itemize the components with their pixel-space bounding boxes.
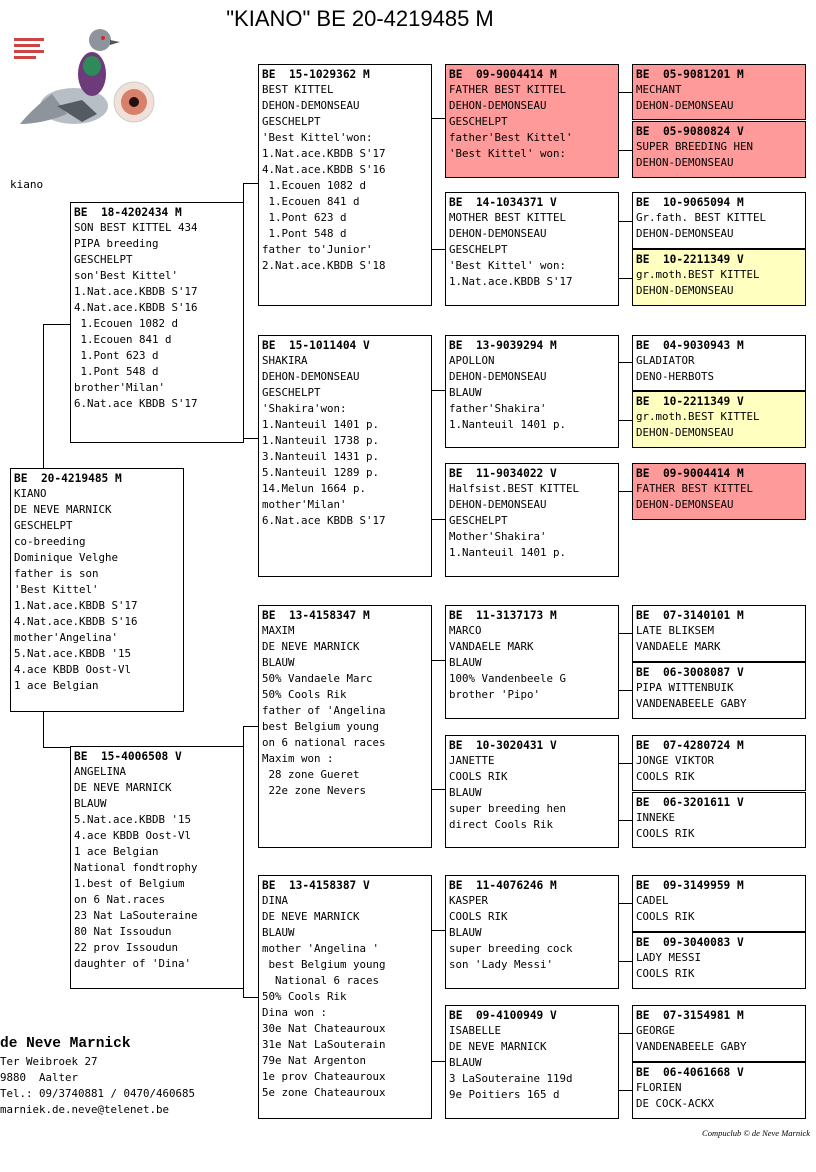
pigeon-name: gr.moth.BEST KITTEL [636,268,760,281]
pigeon-line: DE NEVE MARNICK [74,781,172,794]
pigeon-name: CADEL [636,894,669,907]
pigeon-line: son 'Lady Messi' [449,958,554,971]
owner-city: 9880 Aalter [0,1071,79,1084]
pigeon-name: APOLLON [449,354,495,367]
pigeon-line: on 6 Nat.races [74,893,166,906]
pigeon-line: DE NEVE MARNICK [14,503,112,516]
ring-number: BE 04-9030943 M [636,339,744,352]
pigeon-card-g14[interactable] [632,932,806,989]
pigeon-line: 1.Nanteuil 1401 p. [262,418,380,431]
pigeon-line: 1.Ecouen 1082 d [74,317,179,330]
pigeon-line: 4.Nat.ace.KBDB S'16 [262,163,386,176]
pigeon-line: best Belgium young [262,720,380,733]
pigeon-name: MARCO [449,624,482,637]
pigeon-line: COOLS RIK [636,770,695,783]
pigeon-name: KASPER [449,894,489,907]
ring-number: BE 15-4006508 V [74,750,182,763]
pigeon-name: DINA [262,894,289,907]
pigeon-card-mother[interactable] [70,746,244,989]
pigeon-name: JONGE VIKTOR [636,754,715,767]
pigeon-line: father'Best Kittel' [449,131,573,144]
pigeon-line: GESCHELPT [449,115,508,128]
ring-number: BE 09-3149959 M [636,879,744,892]
pigeon-line: DEHON-DEMONSEAU [262,370,360,383]
pigeon-line: National 6 races [262,974,380,987]
pigeon-line: 1.Ecouen 1082 d [262,179,367,192]
pigeon-line: 1.Pont 548 d [262,227,347,240]
connector-mfm [618,763,633,821]
pigeon-line: Dominique Velghe [14,551,119,564]
pigeon-line: 'Best Kittel' [14,583,99,596]
pigeon-line: DEHON-DEMONSEAU [449,498,547,511]
pigeon-card-mmm[interactable] [445,1005,619,1119]
pigeon-line: super breeding cock [449,942,573,955]
ring-number: BE 18-4202434 M [74,206,182,219]
pigeon-line: 9e Poitiers 165 d [449,1088,560,1101]
pigeon-line: 100% Vandenbeele G [449,672,567,685]
pigeon-line: on 6 national races [262,736,386,749]
connector-ff [431,118,446,250]
pigeon-line: mother'Angelina' [14,631,119,644]
owner-block [0,1034,195,1118]
pigeon-line: 1e prov Chateauroux [262,1070,386,1083]
ring-number: BE 09-4100949 V [449,1009,557,1022]
pigeon-line: 1.Nanteuil 1401 p. [449,418,567,431]
ring-number: BE 05-9080824 V [636,125,744,138]
pigeon-line: 23 Nat LaSouteraine [74,909,198,922]
pigeon-card-g7[interactable] [632,463,806,520]
pigeon-card-ffm[interactable] [445,192,619,306]
pigeon-line: 31e Nat LaSouterain [262,1038,386,1051]
pigeon-card-g6[interactable] [632,391,806,448]
connector-ffm [618,221,633,279]
pigeon-line: DEHON-DEMONSEAU [636,99,734,112]
owner-email[interactable]: marniek.de.neve@telenet.be [0,1103,170,1116]
owner-name: de Neve Marnick [0,1036,131,1052]
pigeon-line: 1.Nat.ace.KBDB S'17 [449,275,573,288]
ring-number: BE 11-9034022 V [449,467,557,480]
connector-fmm [618,491,632,493]
pigeon-line: 'Best Kittel' won: [449,259,567,272]
pigeon-line: COOLS RIK [636,827,695,840]
pigeon-line: National fondtrophy [74,861,198,874]
pigeon-line: BLAUW [449,926,482,939]
pigeon-line: brother'Milan' [74,381,166,394]
connector-mff [618,633,633,691]
pigeon-line: 1.Nat.ace.KBDB S'17 [14,599,138,612]
pigeon-line: DE COCK-ACKX [636,1097,715,1110]
connector-fmf [618,362,633,421]
pigeon-name: INNEKE [636,811,676,824]
pigeon-card-g2[interactable] [632,121,806,178]
pigeon-line: 1.Pont 548 d [74,365,159,378]
pigeon-line: son'Best Kittel' [74,269,179,282]
pigeon-line: 6.Nat.ace KBDB S'17 [262,514,386,527]
pigeon-card-father[interactable] [70,202,244,443]
pigeon-card-fmf[interactable] [445,335,619,448]
pigeon-line: 50% Cools Rik [262,688,347,701]
pigeon-name: BEST KITTEL [262,83,334,96]
pigeon-line: BLAUW [74,797,107,810]
ring-number: BE 15-1011404 V [262,339,370,352]
pigeon-line: father of 'Angelina [262,704,386,717]
pigeon-line: 79e Nat Argenton [262,1054,367,1067]
connector-mmf [618,903,633,962]
ring-number: BE 14-1034371 V [449,196,557,209]
pigeon-line: GESCHELPT [74,253,133,266]
pigeon-icon [20,29,120,124]
ring-number: BE 13-9039294 M [449,339,557,352]
pigeon-name: MECHANT [636,83,682,96]
pigeon-line: 2.Nat.ace.KBDB S'18 [262,259,386,272]
ring-number: BE 10-2211349 V [636,395,744,408]
ring-number: BE 07-3154981 M [636,1009,744,1022]
ring-number: BE 07-4280724 M [636,739,744,752]
pigeon-line: 4.Nat.ace.KBDB S'16 [74,301,198,314]
pigeon-line: BLAUW [449,386,482,399]
pigeon-line: DEHON-DEMONSEAU [636,227,734,240]
pigeon-line: VANDENABEELE GABY [636,1040,747,1053]
ring-number: BE 13-4158387 V [262,879,370,892]
pigeon-line: direct Cools Rik [449,818,554,831]
pigeon-card-g9[interactable] [632,605,806,662]
pigeon-line: 5.Nat.ace.KBDB '15 [14,647,132,660]
pigeon-name: FATHER BEST KITTEL [636,482,754,495]
pigeon-line: father is son [14,567,99,580]
pigeon-line: DEHON-DEMONSEAU [636,156,734,169]
pigeon-name: ISABELLE [449,1024,502,1037]
connector-mother [243,726,259,998]
pigeon-name: Gr.fath. BEST KITTEL [636,211,767,224]
pigeon-line: co-breeding [14,535,86,548]
pigeon-line: DEHON-DEMONSEAU [262,99,360,112]
pigeon-line: BLAUW [449,786,482,799]
ring-number: BE 09-9004414 M [636,467,744,480]
pigeon-name: Halfsist.BEST KITTEL [449,482,580,495]
pigeon-line: 4.ace KBDB Oost-Vl [14,663,132,676]
pigeon-line: BLAUW [262,926,295,939]
ring-number: BE 06-3201611 V [636,796,744,809]
pigeon-line: mother 'Angelina ' [262,942,380,955]
pigeon-name: LADY MESSI [636,951,702,964]
pigeon-card-mfm[interactable] [445,735,619,848]
pigeon-name: LATE BLIKSEM [636,624,715,637]
pigeon-line: GESCHELPT [14,519,73,532]
ring-number: BE 11-3137173 M [449,609,557,622]
ring-number: BE 11-4076246 M [449,879,557,892]
pigeon-line: 5.Nat.ace.KBDB '15 [74,813,192,826]
pigeon-name: MAXIM [262,624,295,637]
pigeon-name: gr.moth.BEST KITTEL [636,410,760,423]
pigeon-card-mm[interactable] [258,875,432,1119]
pigeon-line: VANDAELE MARK [636,640,721,653]
ring-number: BE 06-3008087 V [636,666,744,679]
pigeon-line: Mother'Shakira' [449,530,547,543]
pigeon-line: Dina won : [262,1006,328,1019]
ring-number: BE 10-2211349 V [636,253,744,266]
pigeon-line: 5.Nanteuil 1289 p. [262,466,380,479]
pigeon-line: VANDENABEELE GABY [636,697,747,710]
ring-number: BE 10-3020431 V [449,739,557,752]
pigeon-line: 1.Nat.ace.KBDB S'17 [262,147,386,160]
short-name-label: kiano [10,178,44,191]
pigeon-card-g11[interactable] [632,735,806,791]
pigeon-line: DE NEVE MARNICK [262,910,360,923]
pigeon-line: 22e zone Nevers [262,784,367,797]
connector-mf [431,660,446,790]
pigeon-line: 1.Nat.ace.KBDB S'17 [74,285,198,298]
pigeon-line: 50% Vandaele Marc [262,672,373,685]
pigeon-logo [12,14,162,144]
pigeon-name: JANETTE [449,754,495,767]
pigeon-line: 1.Pont 623 d [262,211,347,224]
pigeon-line: DEHON-DEMONSEAU [449,227,547,240]
owner-street: Ter Weibroek 27 [0,1055,98,1068]
ring-number: BE 09-9004414 M [449,68,557,81]
pigeon-line: father'Shakira' [449,402,547,415]
pigeon-card-g12[interactable] [632,792,806,848]
pigeon-card-fmm[interactable] [445,463,619,577]
pigeon-line: DEHON-DEMONSEAU [636,426,734,439]
pigeon-line: 50% Cools Rik [262,990,347,1003]
pigeon-card-mff[interactable] [445,605,619,719]
pigeon-card-g4[interactable] [632,249,806,306]
pigeon-line: 5e zone Chateauroux [262,1086,386,1099]
pigeon-line: 'Best Kittel'won: [262,131,373,144]
ring-number: BE 15-1029362 M [262,68,370,81]
pigeon-line: DEHON-DEMONSEAU [449,370,547,383]
pedigree-title: "KIANO" BE 20-4219485 M [226,6,494,31]
eye-icon [114,82,154,122]
pigeon-line: 4.ace KBDB Oost-Vl [74,829,192,842]
pigeon-name: MOTHER BEST KITTEL [449,211,567,224]
pigeon-line: DEHON-DEMONSEAU [636,284,734,297]
ring-number: BE 10-9065094 M [636,196,744,209]
pigeon-name: KIANO [14,487,47,500]
pigeon-name: SON BEST KITTEL 434 [74,221,198,234]
pigeon-line: 1.Nanteuil 1401 p. [449,546,567,559]
pigeon-line: Maxim won : [262,752,334,765]
pigeon-line: GESCHELPT [262,386,321,399]
pigeon-card-g5[interactable] [632,335,806,391]
ring-number: BE 13-4158347 M [262,609,370,622]
pigeon-line: DE NEVE MARNICK [262,640,360,653]
pigeon-line: GESCHELPT [449,514,508,527]
connector-mmm [618,1033,633,1091]
pigeon-line: BLAUW [449,1056,482,1069]
pigeon-line: 3 LaSouteraine 119d [449,1072,573,1085]
pigeon-line: brother 'Pipo' [449,688,541,701]
pigeon-card-g3[interactable] [632,192,806,249]
pigeon-line: COOLS RIK [636,910,695,923]
pigeon-card-ff[interactable] [258,64,432,306]
pigeon-name: FLORIEN [636,1081,682,1094]
ring-number: BE 06-4061668 V [636,1066,744,1079]
pigeon-line: 'Shakira'won: [262,402,347,415]
pigeon-card-mmf[interactable] [445,875,619,989]
pigeon-line: BLAUW [449,656,482,669]
pigeon-line: 'Best Kittel' won: [449,147,567,160]
ring-number: BE 20-4219485 M [14,472,122,485]
pigeon-line: GESCHELPT [262,115,321,128]
footer-credit: Compuclub © de Neve Marnick [702,1128,810,1138]
pigeon-name: ANGELINA [74,765,127,778]
pigeon-line: 80 Nat Issoudun [74,925,172,938]
pigeon-line: COOLS RIK [449,910,508,923]
ring-number: BE 05-9081201 M [636,68,744,81]
owner-phone: Tel.: 09/3740881 / 0470/460685 [0,1087,196,1100]
pigeon-card-g1[interactable] [632,64,806,120]
pigeon-card-mf[interactable] [258,605,432,848]
pigeon-name: SUPER BREEDING HEN [636,140,754,153]
pigeon-name: FATHER BEST KITTEL [449,83,567,96]
pigeon-line: 1.best of Belgium [74,877,185,890]
pigeon-line: DENO-HERBOTS [636,370,715,383]
pigeon-line: GESCHELPT [449,243,508,256]
pigeon-line: 14.Melun 1664 p. [262,482,367,495]
pigeon-line: DE NEVE MARNICK [449,1040,547,1053]
pigeon-line: 1.Pont 623 d [74,349,159,362]
pigeon-card-g15[interactable] [632,1005,806,1062]
pigeon-name: PIPA WITTENBUIK [636,681,734,694]
pigeon-card-g16[interactable] [632,1062,806,1119]
pigeon-line: best Belgium young [262,958,386,971]
pigeon-line: 3.Nanteuil 1431 p. [262,450,380,463]
pigeon-card-g13[interactable] [632,875,806,932]
pigeon-line: daughter of 'Dina' [74,957,192,970]
pigeon-card-root[interactable] [10,468,184,712]
pigeon-line: super breeding hen [449,802,567,815]
pigeon-card-fff[interactable] [445,64,619,178]
pigeon-line: 30e Nat Chateauroux [262,1022,386,1035]
pigeon-card-g10[interactable] [632,662,806,719]
connector-fm [431,390,446,520]
connector-mm [431,930,446,1062]
pigeon-line: PIPA breeding [74,237,159,250]
connector-father [243,183,259,439]
pigeon-line: 1.Ecouen 841 d [262,195,360,208]
pigeon-line: DEHON-DEMONSEAU [636,498,734,511]
ring-number: BE 09-3040083 V [636,936,744,949]
pigeon-line: 28 zone Gueret [262,768,360,781]
pigeon-name: SHAKIRA [262,354,308,367]
pigeon-line: 1.Nanteuil 1738 p. [262,434,380,447]
pigeon-line: father to'Junior' [262,243,373,256]
pigeon-line: VANDAELE MARK [449,640,534,653]
connector-fff [618,92,633,151]
pigeon-line: 22 prov Issoudun [74,941,179,954]
pigeon-name: GLADIATOR [636,354,695,367]
pigeon-line: 4.Nat.ace.KBDB S'16 [14,615,138,628]
pigeon-line: 1 ace Belgian [74,845,159,858]
pigeon-line: COOLS RIK [636,967,695,980]
pigeon-line: COOLS RIK [449,770,508,783]
ring-number: BE 07-3140101 M [636,609,744,622]
sponsor-mark [14,38,44,59]
pigeon-line: DEHON-DEMONSEAU [449,99,547,112]
pigeon-card-fm[interactable] [258,335,432,577]
pigeon-line: 1 ace Belgian [14,679,99,692]
pigeon-line: 6.Nat.ace KBDB S'17 [74,397,198,410]
pigeon-line: BLAUW [262,656,295,669]
pigeon-name: GEORGE [636,1024,676,1037]
pigeon-line: 1.Ecouen 841 d [74,333,172,346]
pigeon-line: mother'Milan' [262,498,347,511]
